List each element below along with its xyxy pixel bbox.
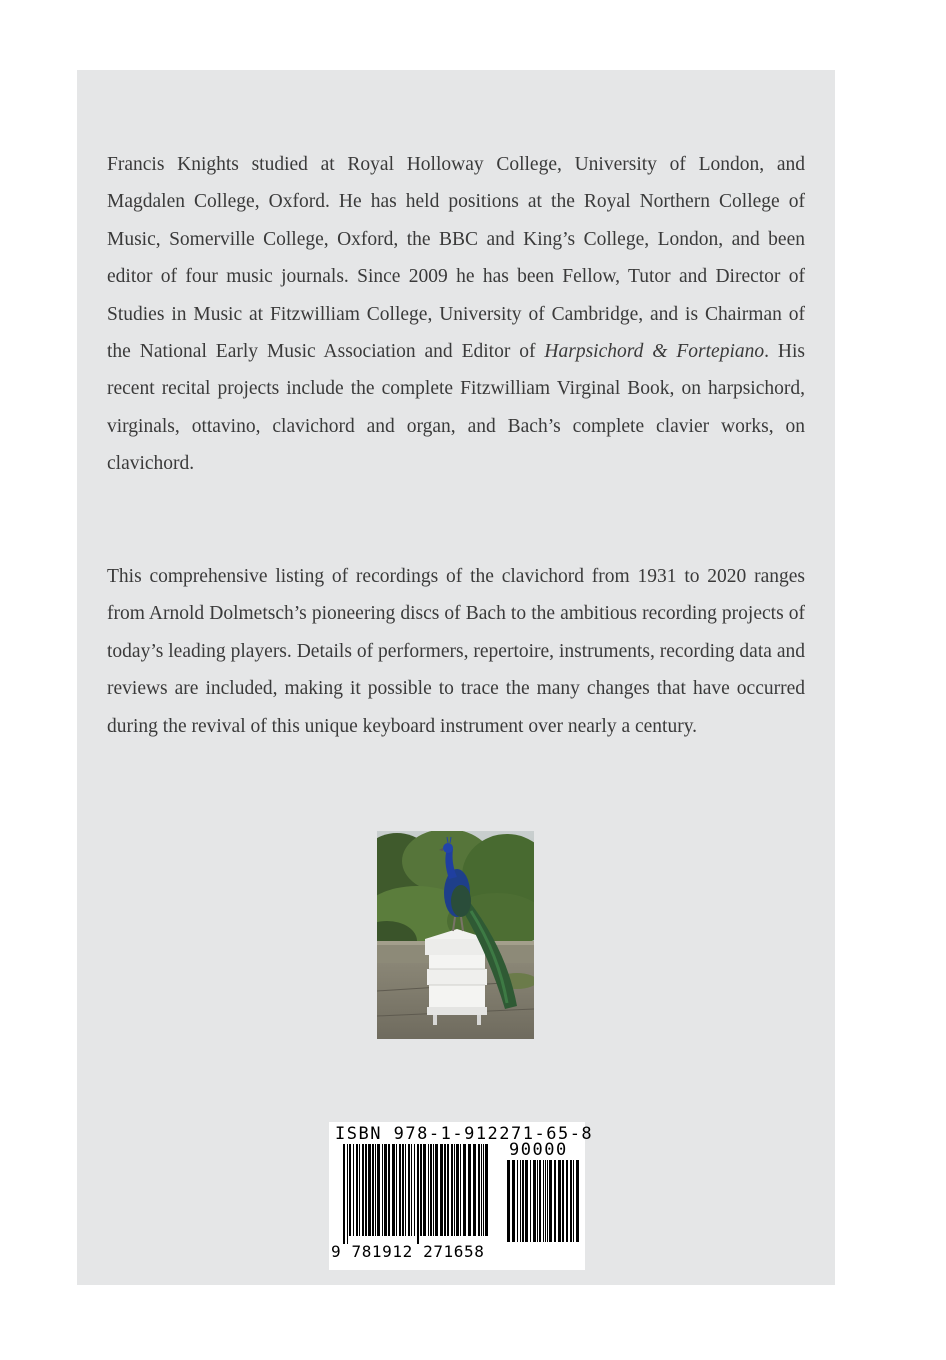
barcode-bar xyxy=(545,1160,546,1242)
book-description: This comprehensive listing of recordings of the clavichord from 1931 to 2020 ranges from Arnold Dolmetsch’s pioneering discs of Bach to the ambitious recording projects of today’s leading players. Details of performers, repertoire, instruments, recording data and reviews are included, making it possible to trace the many changes that have occurred during the revival of this unique keyboard instrument over nearly a century. xyxy=(107,566,805,737)
barcode-bar xyxy=(481,1144,482,1236)
barcode-bar xyxy=(517,1160,518,1242)
barcode-bar xyxy=(402,1144,404,1236)
barcode-bar xyxy=(554,1160,556,1242)
barcode-bar xyxy=(562,1160,564,1242)
barcode-bar xyxy=(507,1160,510,1242)
barcode-bar xyxy=(433,1144,434,1236)
journal-title: Harpsichord & Fortepiano xyxy=(544,341,765,363)
barcode-bar xyxy=(539,1160,541,1242)
barcode-bar xyxy=(576,1160,579,1242)
barcode-bar xyxy=(447,1144,449,1236)
barcode-bar xyxy=(353,1144,354,1236)
addon-barcode-bars xyxy=(507,1160,581,1242)
barcode-bar xyxy=(365,1144,367,1236)
barcode-bar xyxy=(356,1144,358,1236)
barcode-bar xyxy=(473,1144,476,1236)
back-cover xyxy=(77,70,835,1285)
barcode-bar xyxy=(440,1144,443,1236)
barcode-bar xyxy=(399,1144,401,1236)
barcode-bar xyxy=(349,1144,351,1236)
barcode-bar xyxy=(460,1144,461,1236)
author-biography xyxy=(107,146,805,483)
barcode-bar xyxy=(573,1160,574,1242)
barcode-bar xyxy=(405,1144,406,1236)
barcode-bar xyxy=(423,1144,426,1236)
barcode-bar xyxy=(454,1144,455,1236)
barcode-bar xyxy=(525,1160,528,1242)
barcode-bar xyxy=(468,1144,471,1236)
barcode-bar xyxy=(347,1144,348,1244)
barcode-bar xyxy=(456,1144,459,1236)
barcode-bar xyxy=(414,1144,415,1236)
barcode-bar xyxy=(375,1144,376,1236)
barcode-bar xyxy=(428,1144,429,1236)
barcode-bar xyxy=(543,1160,544,1242)
barcode-bar xyxy=(533,1160,536,1242)
barcode-bar xyxy=(408,1144,410,1236)
bio-text-part1: Francis Knights studied at Royal Holloway College, University of London, and Magdalen College, Oxford. He has held positions at the Royal Northern College of Music, Somerville College, Oxford, the BBC and King’s College, London, and been editor of four music journals. Since 2009 he has been Fellow, Tutor and Director of Studies in Music at Fitzwilliam College, University of Cambridge, and is Chairman of the National Early Music Association and Editor of xyxy=(107,154,805,363)
barcode-bar xyxy=(362,1144,364,1236)
barcode-bar xyxy=(478,1144,480,1236)
barcode-bar xyxy=(444,1144,446,1236)
barcode-bar xyxy=(343,1144,345,1244)
barcode-bar xyxy=(530,1160,531,1242)
ean-barcode-bars xyxy=(343,1144,493,1244)
barcode-bar xyxy=(417,1144,419,1244)
barcode-bar xyxy=(411,1144,412,1236)
barcode-bar xyxy=(372,1144,374,1236)
isbn-barcode xyxy=(329,1122,594,1270)
barcode-bar xyxy=(388,1144,390,1236)
barcode-bar xyxy=(384,1144,387,1236)
barcode-bar xyxy=(537,1160,538,1242)
barcode-bar xyxy=(368,1144,371,1236)
peacock-on-beehive-photo xyxy=(377,831,534,1039)
barcode-bar xyxy=(396,1144,397,1236)
barcode-bar xyxy=(382,1144,383,1236)
barcode-bar xyxy=(547,1160,548,1242)
barcode-bar xyxy=(570,1160,572,1242)
barcode-bar xyxy=(451,1144,453,1236)
barcode-bar xyxy=(377,1144,380,1236)
barcode-bar xyxy=(549,1160,552,1242)
isbn-label: ISBN 978-1-912271-65-8 xyxy=(335,1124,594,1144)
barcode-bar xyxy=(420,1144,422,1236)
barcode-bar xyxy=(463,1144,466,1236)
barcode-bar xyxy=(359,1144,360,1236)
bio-text-part2: . His recent recital projects include the complete Fitzwilliam Virginal Book, on harpsichord, virginals, ottavino, clavichord and organ, and Bach’s complete clavier works, on clavichord. xyxy=(107,341,806,475)
barcode-bar xyxy=(430,1144,432,1236)
barcode-bar xyxy=(566,1160,568,1242)
barcode-bar xyxy=(558,1160,561,1242)
barcode-bar xyxy=(520,1160,521,1242)
barcode-bar xyxy=(483,1144,484,1236)
barcode-bar xyxy=(512,1160,515,1242)
barcode-bar xyxy=(435,1144,438,1236)
barcode-bar xyxy=(522,1160,524,1242)
barcode-bar xyxy=(485,1144,488,1236)
ean-digits: 9 781912 271658 xyxy=(331,1242,485,1261)
photo-illustration xyxy=(377,831,534,1039)
barcode-bar xyxy=(392,1144,395,1236)
barcode-addon-number: 90000 xyxy=(509,1140,568,1160)
